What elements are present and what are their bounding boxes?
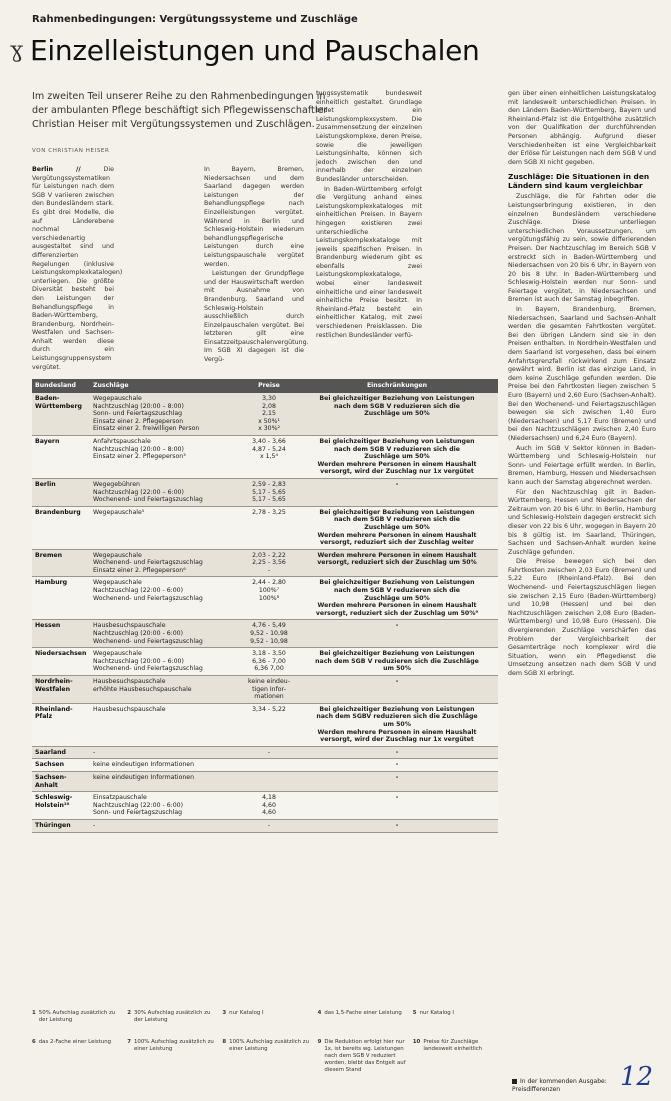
kicker: Rahmenbedingungen: Vergütungssysteme und Zuschläge: [32, 14, 358, 25]
cell-preise-line: 4,76 - 5,49: [252, 622, 286, 630]
cell-einschraenkungen-line: -: [395, 821, 399, 829]
cell-einschraenkungen: [296, 393, 498, 435]
cell-preise-line: x 1,5⁴: [260, 453, 278, 461]
table-row: [32, 620, 498, 648]
cell-einschraenkungen-line: -: [395, 622, 399, 630]
cell-zuschlaege-line: erhöhte Hausbesuchspauschale: [93, 685, 192, 693]
cell-zuschlaege: [90, 676, 242, 704]
footnote-text: das 1,5-Fache einer Leistung: [324, 1010, 402, 1016]
cell-einschraenkungen-line: -: [395, 761, 399, 769]
cell-zuschlaege-line: Wegepauschale: [93, 551, 142, 559]
cell-einschraenkungen-line: Bei gleichzeitiger Beziehung von Leistungen: [319, 437, 475, 445]
cell-zuschlaege-line: Einsatzpauschale: [93, 794, 147, 802]
cell-einschraenkungen-line: versorgt, reduziert sich der Zuschlag um 50%: [317, 559, 477, 567]
cell-bundesland: Sachsen: [32, 759, 90, 772]
col2-paragraph: Leistungen der Grundpflege und der Hauswirtschaft werden mit Ausnahme von Brandenburg, Saarland und Schleswig-Holstein ausschließlich durch Einzelpauschalen vergütet. Bei letzteren gilt eine Einsatzzeitpauschalenvergütung. Im SGB XI dagegen ist die Vergü-: [204, 270, 309, 364]
footnote-text: 30% Aufschlag zusätzlich zu der Leistung: [133, 1010, 211, 1023]
cell-einschraenkungen-line: um 50%: [383, 665, 411, 673]
cell-einschraenkungen: [296, 478, 498, 506]
col4-paragraph: Zuschläge, die für Fahrten oder die Leistungserbringung existieren, in den einzelnen Bundesländern verschiedene Zuschläge. Diese unterliegen unterschiedlichen Voraussetzungen, um vergütungsfähig zu sein, sowie differierenden Preisen. Der Nachtzuschlag im Bereich SGB V erstreckt sich in Baden-Württemberg und Niedersachsen von 20 bis 6 Uhr, in Bayern von 20 bis 8 Uhr. In Baden-Württemberg und Schleswig-Holstein werden nur Sonn- und Feiertage vergütet, in Niedersachsen und Bremen ist auch der Samstag inbegriffen.: [508, 193, 656, 304]
cell-einschraenkungen: [296, 577, 498, 620]
footnote-text: Preise für Zuschläge landesweit einheitlich: [423, 1038, 483, 1052]
cell-preise-line: 2,08: [262, 402, 276, 410]
cell-preise-line: 3,34 - 5,22: [252, 705, 286, 713]
cell-einschraenkungen: [296, 703, 498, 746]
cell-zuschlaege: [90, 435, 242, 478]
cell-zuschlaege-line: Wochenend- und Feiertagszuschlag: [93, 559, 203, 567]
cell-zuschlaege: [90, 478, 242, 506]
cell-bundesland: Nordrhein-Westfalen: [32, 676, 90, 704]
table-row: [32, 703, 498, 746]
cell-einschraenkungen: [296, 771, 498, 791]
cell-preise-line: 100%⁷: [258, 587, 280, 595]
cell-zuschlaege-line: Wochenend- und Feiertagszuschlag: [93, 594, 203, 602]
cell-einschraenkungen-line: nach dem SGB V reduzieren sich die: [334, 402, 460, 410]
footnote-text: nur Katalog I: [229, 1010, 264, 1016]
footnote-text: Die Reduktion erfolgt hier nur 1x, ist bereits wg. Leistungen nach dem SGB V reduziert worden, bleibt das Entgelt auf diesem Stand: [324, 1038, 406, 1073]
footnote-number: 1: [32, 1010, 36, 1016]
col4-intro: gen über einen einheitlichen Leistungskatalog mit landesweit unterschiedlichen Preisen. In den Ländern Baden-Württemberg, Bayern und Rheinland-Pfalz ist die Entgelthöhe zusätzlich von der Qualifikation der durchführenden Personen abhängig. Aufgrund dieser Verschiedenheiten ist eine Vergleichbarkeit der Erlöse für Leistungen nach dem SGB V und dem SGB XI nicht gegeben.: [508, 90, 656, 166]
cell-zuschlaege: [90, 648, 242, 676]
footnote: [413, 1010, 502, 1039]
cell-preise: [242, 620, 296, 648]
header-preise: Preise: [242, 379, 296, 393]
cell-zuschlaege: [90, 393, 242, 435]
col1-paragraph: [32, 166, 123, 372]
footnote-number: 8: [222, 1038, 227, 1045]
cell-preise-line: 2,59 - 2,83: [252, 480, 286, 488]
cell-einschraenkungen-line: nach dem SGB V reduzieren sich die: [334, 516, 460, 524]
footnote-number: 4: [317, 1010, 322, 1016]
cell-preise-line: 3,18 - 3,50: [252, 650, 286, 658]
table-row: [32, 676, 498, 704]
table-row: [32, 506, 498, 549]
cell-einschraenkungen-line: -: [395, 773, 399, 781]
footnote: [413, 1039, 502, 1089]
cell-preise-line: tigen Infor-: [252, 685, 286, 693]
cell-preise-line: 6,36 - 7,00: [252, 657, 286, 665]
cell-einschraenkungen-line: nach dem SGB V reduzieren sich die Zuschläge: [315, 657, 479, 665]
article-column-3: [316, 90, 422, 358]
footnote-text: 100% Aufschlag zusätzlich zu einer Leistung: [229, 1038, 310, 1052]
footnote: [127, 1010, 216, 1039]
cell-zuschlaege-line: Sonn- und Feiertagszuschlag: [93, 410, 183, 418]
cell-zuschlaege: [90, 703, 242, 746]
cell-zuschlaege-line: Nachtzuschlag (22:00 - 6:00): [93, 587, 184, 595]
article-column-1: [32, 166, 123, 371]
cell-preise-line: -: [267, 821, 271, 829]
footnote-number: 7: [127, 1038, 131, 1045]
cell-preise: [242, 393, 296, 435]
cell-zuschlaege-line: Einsatz einer 2. Pflegeperson: [93, 417, 184, 425]
table-row: [32, 549, 498, 577]
cell-zuschlaege-line: Anfahrtspauschale: [93, 437, 151, 445]
table-row: [32, 435, 498, 478]
table-header-row: [32, 379, 498, 393]
cell-einschraenkungen-line: Zuschläge um 50%: [364, 410, 430, 418]
cell-preise-line: 2,25 - 3,56: [252, 559, 286, 567]
cell-einschraenkungen-line: versorgt, reduziert sich der Zuschlag weiter: [320, 539, 474, 547]
cell-einschraenkungen-line: Bei gleichzeitiger Beziehung von Leistungen: [319, 395, 475, 402]
cell-einschraenkungen-line: Zuschläge um 50%: [364, 523, 430, 531]
cell-einschraenkungen-line: um 50%: [383, 720, 411, 728]
cell-preise: [242, 819, 296, 832]
cell-zuschlaege-line: Hausbesuchspauschale: [93, 705, 166, 713]
col4-paragraph: Auch im SGB V Sektor können in Baden-Württemberg und Schleswig-Holstein nur Sonn- und Feiertage erfüllt werden. In Berlin, Bremen, Hamburg, Hessen und Niedersachsen kann auch der Samstag abgerechnet werden.: [508, 444, 656, 486]
cell-zuschlaege: [90, 771, 242, 791]
header-bundesland: Bundesland: [32, 379, 90, 393]
footnote-number: 5: [412, 1010, 417, 1016]
cell-bundesland: Baden-Württemberg: [32, 393, 90, 435]
cell-bundesland: Bayern: [32, 435, 90, 478]
cell-zuschlaege-line: Sonn- und Feiertagszuschlag: [93, 809, 183, 817]
col4-paragraph: In Bayern, Brandenburg, Bremen, Niedersachsen, Saarland und Sachsen-Anhalt werden die gesamten Fahrtkosten vergütet. Bei den übrigen Ländern sind sie in den Preisen enthalten. In Nordrhein-Westfalen und dem Saarland ist vorgesehen, dass bei einem Anfahrtsgrenzfall rückwirkend zum Einsatz gewährt wird. Berlin ist das einzige Land, in dem keine Zuschläge gefunden werden. Die Preise bei den Fahrtkosten liegen zwischen 5 Euro (Bayern) und 2,60 Euro (Sachsen-Anhalt). Bei den Wochenend- und Feiertagszuschlägen bewegen sie sich zwischen 1,40 Euro (Niedersachsen) und 5,17 Euro (Bremen) und bei den Nachtzuschlägen zwischen 2,40 Euro (Niedersachsen) und 6,24 Euro (Bayern).: [508, 306, 656, 442]
cell-preise-line: keine eindeu-: [248, 678, 290, 685]
cell-preise-line: 4,60: [262, 801, 276, 809]
table-row: [32, 393, 498, 435]
cell-zuschlaege-line: Wegegebühren: [93, 480, 140, 488]
header-zuschlaege: Zuschläge: [90, 379, 242, 393]
table-row: [32, 648, 498, 676]
cell-einschraenkungen-line: Werden mehrere Personen in einem Haushalt: [317, 728, 477, 736]
cell-einschraenkungen-line: Werden mehrere Personen in einem Haushalt: [317, 602, 477, 610]
section-mark: ɣ: [10, 38, 24, 63]
cell-einschraenkungen-line: -: [395, 794, 399, 802]
footnote: [127, 1039, 216, 1089]
cell-zuschlaege-line: Nachtzuschlag (20:00 – 8:00): [93, 445, 184, 453]
cell-zuschlaege-line: keine eindeutigen Informationen: [93, 761, 194, 769]
cell-bundesland: Hessen: [32, 620, 90, 648]
footnote-number: 6: [32, 1038, 36, 1045]
footnote: [32, 1010, 121, 1039]
cell-zuschlaege-line: Wochenend- und Feiertagszuschlag: [93, 665, 203, 673]
cell-bundesland: Rheinland-Pfalz: [32, 703, 90, 746]
cell-preise-line: -: [267, 566, 271, 574]
cell-preise-line: 2,78 - 3,25: [252, 508, 286, 516]
cell-preise: [242, 549, 296, 577]
cell-einschraenkungen-line: nach dem SGBV reduzieren sich die Zuschläge: [316, 713, 478, 721]
cell-zuschlaege-line: Hausbesuchspauschale: [93, 622, 166, 630]
footnote-text: nur Katalog I: [419, 1010, 455, 1016]
cell-zuschlaege-line: -: [93, 821, 96, 829]
cell-preise-line: 9,52 - 10,98: [250, 637, 288, 645]
cell-einschraenkungen: [296, 648, 498, 676]
col4-paragraph: Die Preise bewegen sich bei den Fahrtkosten zwischen 2,03 Euro (Bremen) und 5,22 Euro (Rheinland-Pfalz). Bei den Wochenend- und Feiertagszuschlägen liegen sie zwischen 2,15 Euro (Baden-Württemberg) und 10,98 (Hessen) und bei den Nachtzuschlägen zwischen 2,08 Euro (Baden-Württemberg) und 10,98 Euro (Hessen). Die divergierenden Zuschläge verschärfen das Problem der Vergleichbarkeit der Gesamterträge noch komplexer wird die Situation, wenn ein Pflegedienst die Umsetzung ansetzen nach dem SGB V und dem SGB XI erbringt.: [508, 558, 656, 677]
cell-bundesland: Hamburg: [32, 577, 90, 620]
footnote-text: das 2-Fache einer Leistung: [38, 1038, 112, 1045]
col3-paragraph: tungssystematik bundesweit einheitlich gestaltet. Grundlage bildet ein Leistungskomplexsystem. Die Zusammensetzung der einzelnen Leistungskomplexe, deren Preise, sowie die jeweiligen Leistungsinhalte, können sich jedoch zwischen den und innerhalb der einzelnen Bundesländer unterscheiden.: [316, 90, 422, 183]
col3-paragraph: In Baden-Württemberg erfolgt die Vergütung anhand eines Leistungskomplexkataloges mit einheitlichen Preisen. In Bayern hingegen existieren zwei unterschiedliche Leistungskomplexkataloge mit jeweils spezifischen Preisen. In Brandenburg wiederum gibt es ebenfalls zwei Leistungskomplexkataloge, wobei einer landesweit einheitliche und einer landesweit einheitliche Preise besitzt. In Rheinland-Pfalz besteht ein einheitlicher Katalog, mit zwei verschiedenen Preisklassen. Die restlichen Bundesländer verfü-: [316, 185, 422, 339]
cell-zuschlaege-line: Wegepauschale: [93, 395, 142, 402]
page-number: 12: [620, 1062, 654, 1092]
cell-bundesland: Brandenburg: [32, 506, 90, 549]
footnote: [32, 1039, 121, 1089]
cell-zuschlaege-line: Wochenend- und Feiertagszuschlag: [93, 637, 203, 645]
cell-preise: [242, 746, 296, 759]
cell-preise: [242, 435, 296, 478]
footnote-text: 100% Aufschlag zusätzlich zu einer Leistung: [133, 1038, 214, 1052]
cell-einschraenkungen: [296, 792, 498, 820]
cell-zuschlaege-line: Wegepauschale⁵: [93, 508, 145, 516]
cell-preise: [242, 506, 296, 549]
footnote-number: 9: [317, 1038, 322, 1045]
cell-einschraenkungen-line: -: [395, 748, 399, 756]
cell-einschraenkungen: [296, 759, 498, 772]
cell-zuschlaege-line: Nachtzuschlag (22:00 - 6:00): [93, 801, 184, 809]
cell-preise-line: 100%⁸: [258, 594, 280, 602]
table-row: [32, 819, 498, 832]
cell-bundesland: Thüringen: [32, 819, 90, 832]
footnote-number: 2: [127, 1010, 131, 1016]
cell-preise-line: -: [267, 748, 271, 756]
zuschlaege-table: [32, 379, 498, 833]
table-row: [32, 792, 498, 820]
cell-preise: [242, 759, 296, 772]
cell-zuschlaege-line: Wegepauschale: [93, 579, 142, 587]
col2-paragraph: In Bayern, Bremen, Niedersachsen und dem Saarland dagegen werden Leistungen der Behandlungspflege nach Einzelleistungen vergütet. Während in Berlin und Schleswig-Holstein wiederum behandlungspflegerische Leistungen durch eine Leistungspauschale vergütet werden.: [204, 166, 304, 268]
cell-zuschlaege-line: Wochenend- und Feiertagszuschlag: [93, 496, 203, 504]
cell-einschraenkungen-line: -: [395, 480, 399, 488]
cell-preise: [242, 577, 296, 620]
cell-einschraenkungen: [296, 620, 498, 648]
cell-einschraenkungen-line: versorgt, wird der Zuschlag nur 1x vergütet: [320, 468, 474, 476]
table-row: [32, 759, 498, 772]
cell-bundesland: Saarland: [32, 746, 90, 759]
cell-einschraenkungen: [296, 549, 498, 577]
cell-preise-line: 5,17 - 5,65: [252, 488, 286, 496]
cell-bundesland: Niedersachsen: [32, 648, 90, 676]
cell-einschraenkungen-line: Zuschläge um 50%: [364, 453, 430, 461]
cell-preise-line: 2,03 - 2,22: [252, 551, 286, 559]
cell-preise: [242, 771, 296, 791]
cell-einschraenkungen-line: Werden mehrere Personen in einem Haushalt: [317, 551, 477, 559]
cell-einschraenkungen-line: Bei gleichzeitiger Beziehung von Leistungen: [319, 650, 475, 658]
cell-zuschlaege-line: Hausbesuchspauschale: [93, 678, 166, 685]
cell-zuschlaege-line: Nachtzuschlag (20:00 – 8:00): [93, 402, 184, 410]
cell-einschraenkungen-line: Bei gleichzeitiger Beziehung von Leistungen: [319, 508, 475, 516]
footnote: [222, 1039, 311, 1089]
table-row: [32, 771, 498, 791]
cell-zuschlaege-line: Einsatz einer 2. Pflegeperson³: [93, 453, 186, 461]
cell-bundesland: Bremen: [32, 549, 90, 577]
cell-preise: [242, 478, 296, 506]
table-row: [32, 478, 498, 506]
dateline: Berlin //: [32, 166, 81, 173]
cell-bundesland: Berlin: [32, 478, 90, 506]
cell-zuschlaege: [90, 577, 242, 620]
cell-einschraenkungen-line: Bei gleichzeitiger Beziehung von Leistungen: [319, 579, 475, 587]
footnote: [318, 1039, 407, 1089]
article-column-4: [508, 90, 656, 1075]
cell-preise-line: 9,52 - 10,98: [250, 630, 288, 638]
cell-preise: [242, 792, 296, 820]
cell-zuschlaege: [90, 819, 242, 832]
cell-preise: [242, 703, 296, 746]
cell-preise-line: 3,30: [262, 395, 276, 402]
cell-preise-line: 5,17 - 5,65: [252, 496, 286, 504]
cell-einschraenkungen-line: versorgt, wird der Zuschlag nur 1x vergütet: [320, 736, 474, 744]
cell-einschraenkungen-line: -: [395, 678, 399, 685]
footnote-text: 50% Aufschlag zusätzlich zu der Leistung: [38, 1010, 116, 1023]
col4-subhead: Zuschläge: Die Situationen in den Ländern sind kaum vergleichbar: [508, 172, 650, 191]
cell-einschraenkungen: [296, 676, 498, 704]
cell-preise-line: x 30%²: [258, 425, 280, 433]
bullet-square-icon: [512, 1079, 517, 1084]
cell-preise-line: 2,44 - 2,80: [252, 579, 286, 587]
col4-paragraph: Für den Nachtzuschlag gilt in Baden-Württemberg, Hessen und Niedersachsen der Zeitraum von 20 bis 6 Uhr. In Berlin, Hamburg und Schleswig-Holstein dagegen erstreckt sich dieser von 22 bis 6 Uhr, wogegen in Bayern 20 bis 8 gültig ist. Im Saarland, Thüringen, Sachsen und Sachsen-Anhalt wurden keine Zuschläge gefunden.: [508, 488, 656, 556]
cell-zuschlaege: [90, 759, 242, 772]
cell-zuschlaege-line: Wegepauschale: [93, 650, 142, 658]
cell-preise: [242, 648, 296, 676]
cell-bundesland: Schleswig-Holstein¹⁰: [32, 792, 90, 820]
cell-einschraenkungen: [296, 746, 498, 759]
cell-preise-line: x 50%¹: [258, 417, 280, 425]
cell-zuschlaege-line: Einsatz einer 2. Pflegeperson⁶: [93, 566, 186, 574]
footnote-number: 10: [412, 1038, 421, 1045]
cell-zuschlaege-line: keine eindeutigen Informationen: [93, 773, 194, 781]
cell-bundesland: Sachsen-Anhalt: [32, 771, 90, 791]
cell-preise: [242, 676, 296, 704]
cell-zuschlaege-line: -: [93, 748, 96, 756]
cell-zuschlaege: [90, 620, 242, 648]
cell-zuschlaege-line: Nachtzuschlag (20:00 - 6:00): [93, 630, 184, 638]
cell-einschraenkungen-line: Bei gleichzeitiger Beziehung von Leistungen: [319, 705, 475, 713]
cell-preise-line: 3,40 - 3,66: [252, 437, 286, 445]
byline: VON CHRISTIAN HEISER: [32, 148, 110, 154]
cell-zuschlaege-line: Einsatz einer 2. freiwilligen Person: [93, 425, 200, 433]
cell-einschraenkungen-line: Zuschläge um 50%: [364, 594, 430, 602]
cell-zuschlaege: [90, 792, 242, 820]
col1-text: Die Vergütungssystematiken für Leistungen nach dem SGB V variieren zwischen den Bundesländern stark. Es gibt drei Modelle, die auf Länderebene nochmal verschiedenartig ausgestaltet sind und differenzierten Regelungen (inklusive Leistungskomplexkatalogen) unterliegen. Die größte Diversität besteht bei den Leistungen der Behandlungspflege in Baden-Württemberg, Brandenburg, Nordrhein-Westfalen und Sachsen-Anhalt werden diese durch ein Leistungsgruppensystem vergütet.: [32, 166, 123, 371]
cell-zuschlaege: [90, 549, 242, 577]
footnote-number: 3: [222, 1010, 227, 1016]
cell-zuschlaege: [90, 746, 242, 759]
cell-zuschlaege: [90, 506, 242, 549]
header-einschraenkungen: Einschränkungen: [296, 379, 498, 393]
cell-preise-line: 4,87 - 5,24: [252, 445, 286, 453]
cell-einschraenkungen-line: nach dem SGB V reduzieren sich die: [334, 587, 460, 595]
cell-preise-line: 4,18: [262, 794, 276, 802]
footnote: [222, 1010, 311, 1039]
cell-preise-line: mationen: [254, 693, 284, 701]
cell-einschraenkungen-line: nach dem SGB V reduzieren sich die: [334, 445, 460, 453]
article-column-2: [204, 166, 309, 364]
cell-einschraenkungen: [296, 506, 498, 549]
cell-preise-line: 6,36 7,00: [254, 665, 284, 673]
table-row: [32, 746, 498, 759]
cell-einschraenkungen: [296, 435, 498, 478]
cell-preise-line: 2,15: [262, 410, 276, 418]
cell-preise-line: 4,60: [262, 809, 276, 817]
cell-zuschlaege-line: Nachtzuschlag (20:00 – 6:00): [93, 657, 184, 665]
lead-text: Im zweiten Teil unserer Reihe zu den Rahmenbedingungen in der ambulanten Pflege beschäftigt sich Pflegewissenschaftler Christian Heiser mit Vergütungssystemen und Zuschlägen.: [32, 91, 328, 130]
cell-einschraenkungen-line: Werden mehrere Personen in einem Haushalt: [317, 531, 477, 539]
table-row: [32, 577, 498, 620]
cell-einschraenkungen: [296, 819, 498, 832]
footnote: [318, 1010, 407, 1039]
next-issue-note: [512, 1078, 632, 1094]
cell-einschraenkungen-line: Werden mehrere Personen in einem Haushalt: [317, 460, 477, 468]
next-issue-text: In der kommenden Ausgabe: Preisdifferenzen: [512, 1078, 607, 1093]
cell-einschraenkungen-line: versorgt, reduziert sich der Zuschlag um 50%⁹: [315, 609, 479, 617]
headline: Einzelleistungen und Pauschalen: [30, 34, 480, 67]
cell-zuschlaege-line: Nachtzuschlag (22:00 – 6:00): [93, 488, 184, 496]
footnotes: [32, 1010, 502, 1088]
